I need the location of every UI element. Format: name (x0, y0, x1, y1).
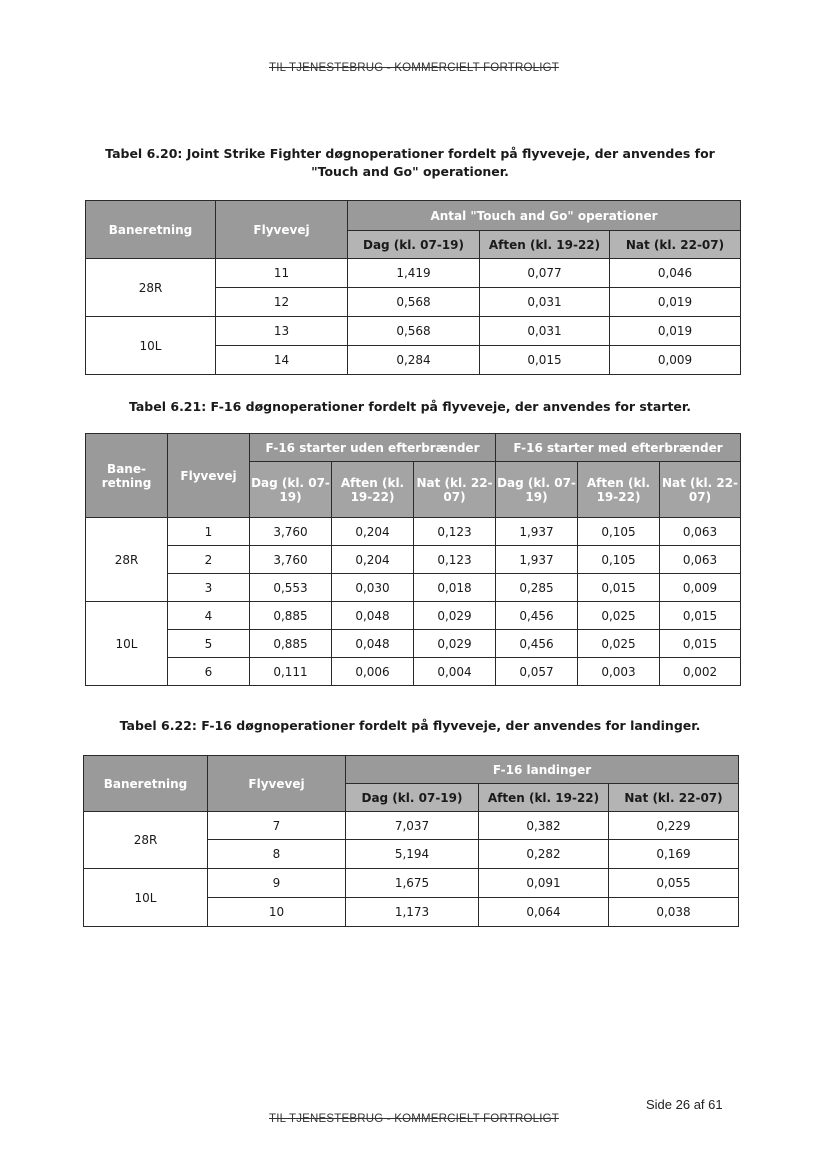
value-cell: 1,419 (348, 259, 480, 288)
value-cell: 0,063 (660, 518, 741, 546)
header-baneretning: Baneretning (86, 201, 216, 259)
flyvevej-cell: 14 (216, 346, 348, 375)
table-row (86, 518, 741, 546)
flyvevej-cell: 13 (216, 317, 348, 346)
flyvevej-cell: 5 (168, 630, 250, 658)
value-cell: 0,568 (348, 288, 480, 317)
header-baneretning: Baneretning (84, 756, 208, 812)
value-cell: 0,456 (496, 602, 578, 630)
flyvevej-cell: 9 (208, 869, 346, 898)
value-cell: 0,030 (332, 574, 414, 602)
table-row (84, 812, 739, 840)
header-dag: Dag (kl. 07-19) (496, 462, 578, 518)
value-cell: 0,885 (250, 602, 332, 630)
header-flyvevej: Flyvevej (168, 434, 250, 518)
value-cell: 0,169 (609, 840, 739, 869)
value-cell: 0,006 (332, 658, 414, 686)
value-cell: 0,553 (250, 574, 332, 602)
value-cell: 0,015 (480, 346, 610, 375)
flyvevej-cell: 2 (168, 546, 250, 574)
value-cell: 0,025 (578, 630, 660, 658)
value-cell: 0,019 (610, 288, 741, 317)
value-cell: 7,037 (346, 812, 479, 840)
value-cell: 1,675 (346, 869, 479, 898)
value-cell: 5,194 (346, 840, 479, 869)
header-dag: Dag (kl. 07-19) (346, 784, 479, 812)
header-landinger-group: F-16 landinger (346, 756, 739, 784)
value-cell: 0,064 (479, 898, 609, 927)
value-cell: 0,568 (348, 317, 480, 346)
header-nat: Nat (kl. 22-07) (660, 462, 741, 518)
value-cell: 3,760 (250, 518, 332, 546)
value-cell: 0,229 (609, 812, 739, 840)
table-row (86, 658, 741, 686)
table-6-21-caption: Tabel 6.21: F-16 døgnoperationer fordelt på flyveveje, der anvendes for starter. (128, 399, 692, 414)
value-cell: 0,282 (479, 840, 609, 869)
table-6-20-caption-line1: Tabel 6.20: Joint Strike Fighter døgnoperationer fordelt på flyveveje, der anvendes for (105, 146, 715, 161)
value-cell: 0,111 (250, 658, 332, 686)
table-6-20-caption-line2: "Touch and Go" operationer. (311, 164, 509, 179)
header-nat: Nat (kl. 22-07) (414, 462, 496, 518)
flyvevej-cell: 1 (168, 518, 250, 546)
flyvevej-cell: 3 (168, 574, 250, 602)
value-cell: 0,038 (609, 898, 739, 927)
value-cell: 0,105 (578, 518, 660, 546)
flyvevej-cell: 6 (168, 658, 250, 686)
runway-cell: 28R (86, 259, 216, 317)
table-row (86, 602, 741, 630)
value-cell: 0,004 (414, 658, 496, 686)
value-cell: 3,760 (250, 546, 332, 574)
value-cell: 0,105 (578, 546, 660, 574)
table-6-20 (85, 200, 741, 375)
flyvevej-cell: 7 (208, 812, 346, 840)
value-cell: 0,019 (610, 317, 741, 346)
table-row (86, 574, 741, 602)
header-aften: Aften (kl. 19-22) (480, 231, 610, 259)
runway-cell: 28R (86, 518, 168, 602)
value-cell: 0,015 (578, 574, 660, 602)
classification-footer: TIL TJENESTEBRUG - KOMMERCIELT FORTROLIGT (269, 1113, 559, 1125)
value-cell: 0,048 (332, 630, 414, 658)
value-cell: 0,382 (479, 812, 609, 840)
header-aften: Aften (kl. 19-22) (479, 784, 609, 812)
value-cell: 0,009 (610, 346, 741, 375)
header-dag: Dag (kl. 07-19) (250, 462, 332, 518)
flyvevej-cell: 8 (208, 840, 346, 869)
value-cell: 0,456 (496, 630, 578, 658)
value-cell: 0,009 (660, 574, 741, 602)
value-cell: 0,029 (414, 602, 496, 630)
header-touch-and-go-group: Antal "Touch and Go" operationer (348, 201, 741, 231)
value-cell: 0,284 (348, 346, 480, 375)
header-aften: Aften (kl. 19-22) (332, 462, 414, 518)
value-cell: 0,003 (578, 658, 660, 686)
table-row (86, 259, 741, 288)
header-starter-uden-efterbraender: F-16 starter uden efterbrænder (250, 434, 496, 462)
value-cell: 0,285 (496, 574, 578, 602)
value-cell: 1,937 (496, 546, 578, 574)
header-dag: Dag (kl. 07-19) (348, 231, 480, 259)
header-flyvevej: Flyvevej (216, 201, 348, 259)
value-cell: 0,002 (660, 658, 741, 686)
value-cell: 0,015 (660, 630, 741, 658)
value-cell: 0,025 (578, 602, 660, 630)
value-cell: 0,055 (609, 869, 739, 898)
header-nat: Nat (kl. 22-07) (609, 784, 739, 812)
value-cell: 1,937 (496, 518, 578, 546)
value-cell: 0,015 (660, 602, 741, 630)
runway-cell: 28R (84, 812, 208, 869)
value-cell: 0,885 (250, 630, 332, 658)
value-cell: 0,046 (610, 259, 741, 288)
flyvevej-cell: 4 (168, 602, 250, 630)
value-cell: 0,031 (480, 288, 610, 317)
value-cell: 0,048 (332, 602, 414, 630)
value-cell: 0,091 (479, 869, 609, 898)
value-cell: 0,057 (496, 658, 578, 686)
value-cell: 0,077 (480, 259, 610, 288)
classification-header: TIL TJENESTEBRUG - KOMMERCIELT FORTROLIGT (269, 62, 559, 74)
table-row (86, 317, 741, 346)
header-nat: Nat (kl. 22-07) (610, 231, 741, 259)
table-6-22-caption: Tabel 6.22: F-16 døgnoperationer fordelt på flyveveje, der anvendes for landinger. (119, 718, 701, 733)
flyvevej-cell: 10 (208, 898, 346, 927)
table-6-22 (83, 755, 739, 927)
table-6-20-caption (80, 145, 740, 181)
value-cell: 1,173 (346, 898, 479, 927)
table-6-21 (85, 433, 741, 686)
table-row (86, 546, 741, 574)
value-cell: 0,018 (414, 574, 496, 602)
value-cell: 0,123 (414, 518, 496, 546)
value-cell: 0,204 (332, 546, 414, 574)
page-number: Side 26 af 61 (646, 1097, 723, 1112)
value-cell: 0,204 (332, 518, 414, 546)
value-cell: 0,031 (480, 317, 610, 346)
value-cell: 0,029 (414, 630, 496, 658)
table-row (86, 630, 741, 658)
header-starter-med-efterbraender: F-16 starter med efterbrænder (496, 434, 741, 462)
table-row (84, 869, 739, 898)
flyvevej-cell: 12 (216, 288, 348, 317)
header-baneretning: Bane-retning (86, 434, 168, 518)
flyvevej-cell: 11 (216, 259, 348, 288)
header-flyvevej: Flyvevej (208, 756, 346, 812)
runway-cell: 10L (86, 317, 216, 375)
value-cell: 0,063 (660, 546, 741, 574)
runway-cell: 10L (84, 869, 208, 927)
value-cell: 0,123 (414, 546, 496, 574)
header-aften: Aften (kl. 19-22) (578, 462, 660, 518)
runway-cell: 10L (86, 602, 168, 686)
